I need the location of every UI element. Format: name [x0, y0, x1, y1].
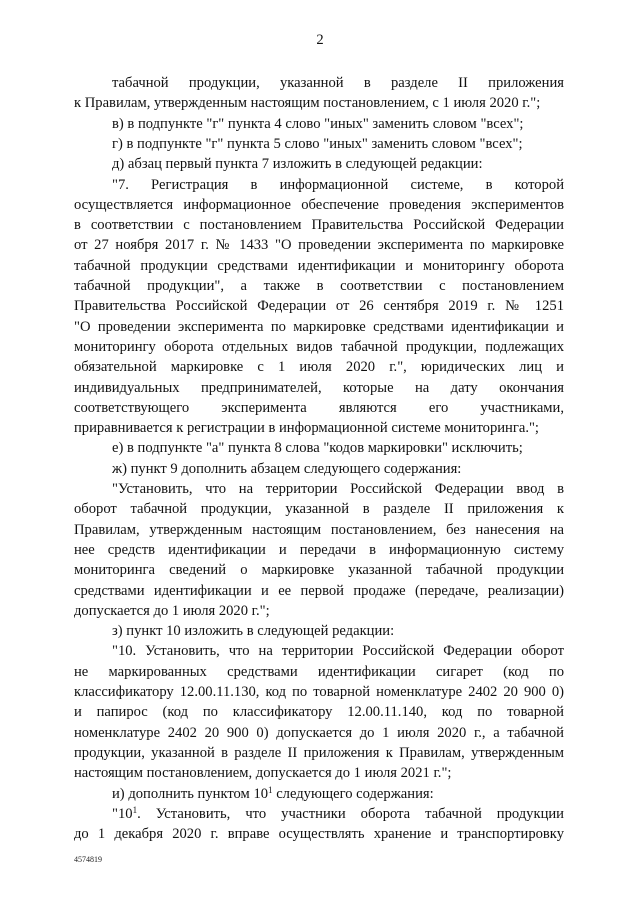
- text-line: продукции, указанной в разделе II приложения к Правилам, утвержденным: [74, 744, 564, 761]
- text-line: обязательной маркировке с 1 июля 2020 г.", юридических лиц и: [74, 359, 564, 376]
- page-number: 2: [316, 32, 324, 48]
- text-line: табачной продукции", а также в соответствии с постановлением: [74, 278, 564, 294]
- text-line: средствами идентификации и ее первой продаже (передаче, реализации): [74, 582, 564, 599]
- text-line: классификатору 12.00.11.130, код по товарной номенклатуре 2402 20 900 0): [74, 684, 564, 700]
- superscript: 1: [268, 784, 273, 795]
- text-fragment: "10: [112, 805, 133, 822]
- text-line: Правительства Российской Федерации от 26 сентября 2019 г. № 1251: [74, 298, 564, 315]
- text-line: [112, 804, 564, 824]
- text-line: в) в подпункте "г" пункта 4 слово "иных" заменить словом "всех";: [112, 115, 524, 132]
- text-line: д) абзац первый пункта 7 изложить в следующей редакции:: [112, 156, 483, 173]
- text-line: з) пункт 10 изложить в следующей редакции:: [112, 623, 395, 640]
- text-line: "Установить, что на территории Российской Федерации ввод в: [112, 481, 564, 497]
- superscript: 1: [132, 804, 138, 815]
- text-line: к Правилам, утвержденным настоящим постановлением, с 1 июля 2020 г.";: [74, 95, 541, 112]
- text-line: табачной продукции средствами идентификации и мониторингу оборота: [74, 257, 564, 274]
- text-line: от 27 ноября 2017 г. № 1433 "О проведении эксперимента по маркировке: [74, 237, 564, 254]
- text-line: табачной продукции, указанной в разделе II приложения: [112, 75, 564, 91]
- text-line: нее средств идентификации и передачи в информационную систему: [74, 541, 564, 558]
- text-line: Правилам, утвержденным настоящим постановлением, без нанесения на: [74, 521, 564, 538]
- text-line: и папирос (код по классификатору 12.00.11.140, код по товарной: [74, 704, 564, 721]
- text-line: осуществляется информационное обеспечение проведения экспериментов: [74, 196, 564, 213]
- text-line: "О проведении эксперимента по маркировке средствами идентификации и: [74, 318, 564, 335]
- text-line: ж) пункт 9 дополнить абзацем следующего содержания:: [112, 460, 462, 477]
- text-line: не маркированных средствами идентификации сигарет (код по: [74, 663, 564, 680]
- text-line: соответствующего эксперимента являются его участниками,: [74, 399, 564, 416]
- text-fragment: и) дополнить пунктом 10: [112, 785, 269, 802]
- text-line: мониторингу оборота отдельных видов табачной продукции, подлежащих: [74, 338, 564, 355]
- text-line: настоящим постановлением, допускается до 1 июля 2021 г.";: [74, 765, 452, 782]
- text-line: "7. Регистрация в информационной системе, в которой: [112, 176, 564, 193]
- text-line: номенклатуре 2402 20 900 0) допускается до 1 июля 2020 г., а табачной: [74, 724, 564, 741]
- text-fragment: следующего содержания:: [272, 785, 434, 802]
- text-line: допускается до 1 июля 2020 г.";: [74, 602, 270, 619]
- text-line: индивидуальных предпринимателей, которые на дату окончания: [74, 379, 564, 396]
- text-line: г) в подпункте "г" пункта 5 слово "иных" заменить словом "всех";: [112, 135, 523, 152]
- text-line: мониторинга сведений о маркировке указанной табачной продукции: [74, 562, 564, 579]
- text-line: е) в подпункте "а" пункта 8 слова "кодов маркировки" исключить;: [112, 440, 523, 457]
- text-line: до 1 декабря 2020 г. вправе осуществлять хранение и транспортировку: [74, 826, 564, 843]
- text-line: оборот табачной продукции, указанной в разделе II приложения к: [74, 501, 564, 518]
- text-line: "10. Установить, что на территории Российской Федерации оборот: [112, 643, 564, 660]
- text-line: приравнивается к регистрации в информационной системе мониторинга.";: [74, 420, 539, 437]
- text-fragment: . Установить, что участники оборота табачной продукции: [137, 805, 564, 822]
- text-line: [112, 784, 564, 804]
- document-code: 4574819: [74, 855, 102, 864]
- text-line: в соответствии с постановлением Правительства Российской Федерации: [74, 217, 564, 234]
